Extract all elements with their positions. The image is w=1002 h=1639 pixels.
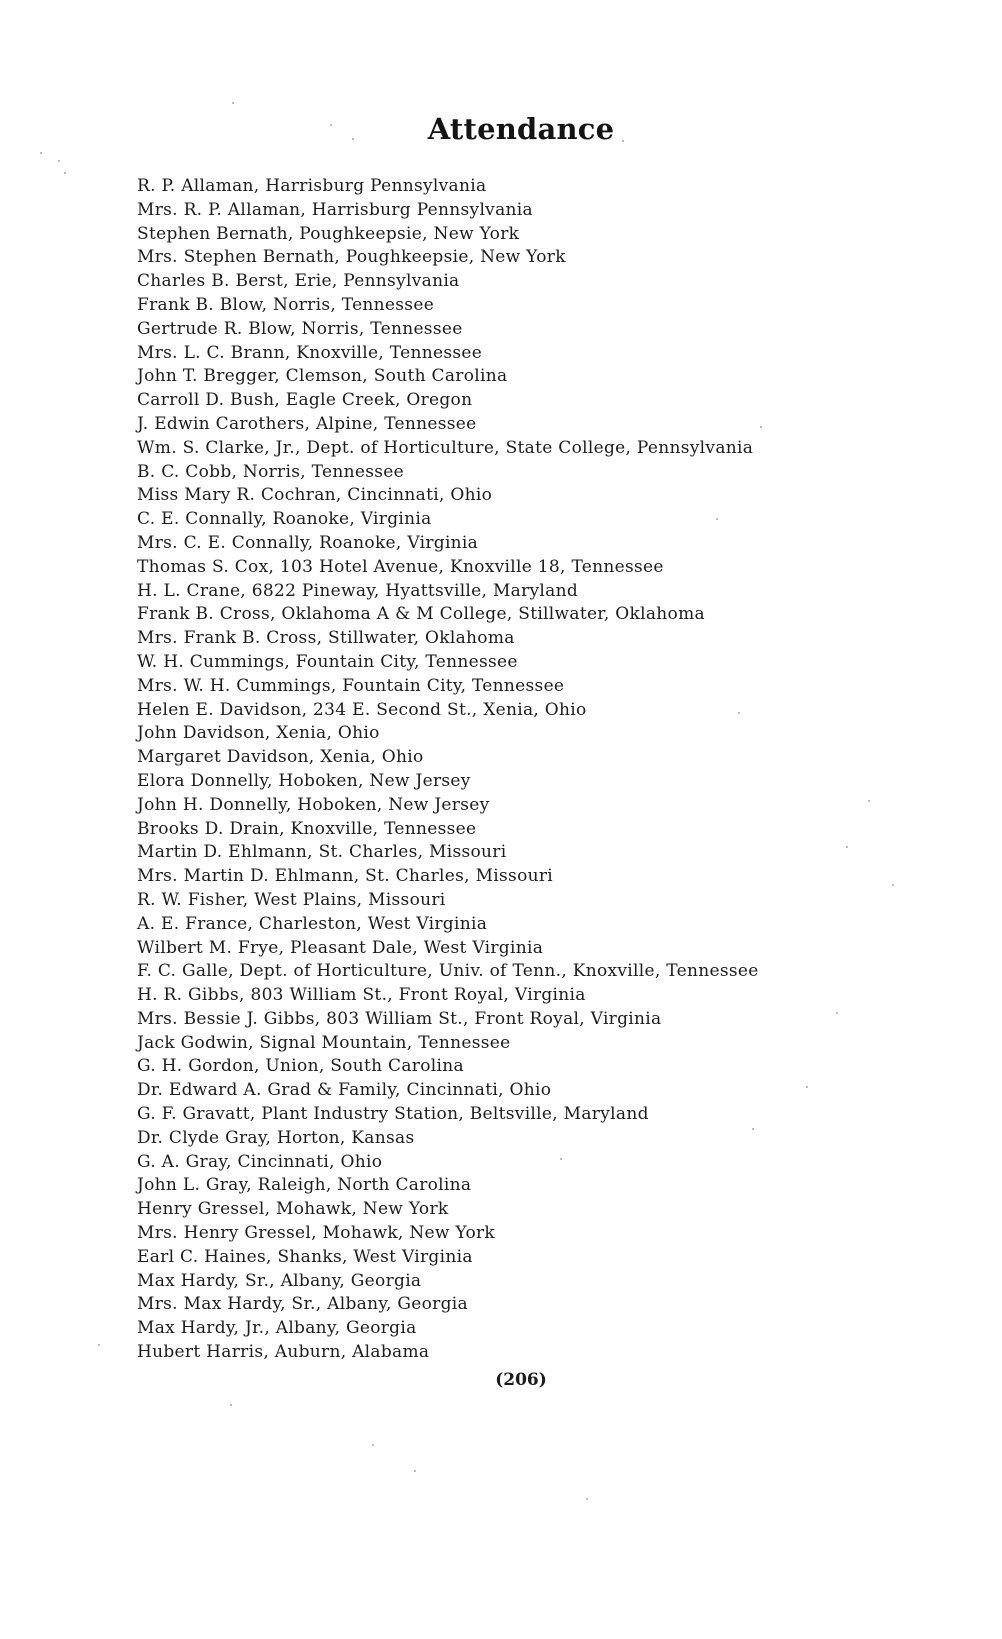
- list-item: Mrs. Stephen Bernath, Poughkeepsie, New York: [137, 247, 566, 268]
- list-item: Hubert Harris, Auburn, Alabama: [137, 1342, 430, 1363]
- list-item: Charles B. Berst, Erie, Pennsylvania: [137, 271, 460, 292]
- list-item: H. L. Crane, 6822 Pineway, Hyattsville, Maryland: [137, 580, 579, 601]
- list-item: G. H. Gordon, Union, South Carolina: [137, 1056, 464, 1077]
- list-item: J. Edwin Carothers, Alpine, Tennessee: [137, 413, 477, 434]
- list-item: Wm. S. Clarke, Jr., Dept. of Horticulture, State College, Pennsylvania: [137, 437, 754, 458]
- list-item: John T. Bregger, Clemson, South Carolina: [137, 366, 508, 387]
- list-item: Mrs. C. E. Connally, Roanoke, Virginia: [137, 532, 479, 553]
- list-item: Brooks D. Drain, Knoxville, Tennessee: [137, 818, 477, 839]
- list-item: Earl C. Haines, Shanks, West Virginia: [137, 1246, 473, 1267]
- list-item: W. H. Cummings, Fountain City, Tennessee: [137, 651, 518, 672]
- list-item: Mrs. Henry Gressel, Mohawk, New York: [137, 1223, 496, 1244]
- list-item: John L. Gray, Raleigh, North Carolina: [137, 1175, 472, 1196]
- list-item: Frank B. Blow, Norris, Tennessee: [137, 294, 435, 315]
- list-item: H. R. Gibbs, 803 William St., Front Royal, Virginia: [137, 985, 586, 1006]
- list-item: Jack Godwin, Signal Mountain, Tennessee: [137, 1032, 511, 1053]
- list-item: Mrs. Max Hardy, Sr., Albany, Georgia: [137, 1294, 468, 1315]
- list-item: R. W. Fisher, West Plains, Missouri: [137, 889, 446, 910]
- attendance-list: [137, 175, 759, 1365]
- list-item: G. F. Gravatt, Plant Industry Station, Beltsville, Maryland: [137, 1104, 649, 1125]
- list-item: Mrs. Martin D. Ehlmann, St. Charles, Missouri: [137, 866, 554, 887]
- list-item: Mrs. Bessie J. Gibbs, 803 William St., Front Royal, Virginia: [137, 1008, 662, 1029]
- list-item: G. A. Gray, Cincinnati, Ohio: [137, 1151, 383, 1172]
- list-item: Martin D. Ehlmann, St. Charles, Missouri: [137, 842, 507, 863]
- list-item: Dr. Clyde Gray, Horton, Kansas: [137, 1127, 415, 1148]
- list-item: Max Hardy, Jr., Albany, Georgia: [137, 1318, 417, 1339]
- list-item: Mrs. L. C. Brann, Knoxville, Tennessee: [137, 342, 483, 363]
- list-item: Helen E. Davidson, 234 E. Second St., Xenia, Ohio: [137, 699, 587, 720]
- list-item: Margaret Davidson, Xenia, Ohio: [137, 747, 424, 768]
- list-item: B. C. Cobb, Norris, Tennessee: [137, 461, 404, 482]
- list-item: Wilbert M. Frye, Pleasant Dale, West Virginia: [137, 937, 544, 958]
- list-item: Mrs. W. H. Cummings, Fountain City, Tennessee: [137, 675, 565, 696]
- list-item: C. E. Connally, Roanoke, Virginia: [137, 509, 432, 530]
- list-item: Stephen Bernath, Poughkeepsie, New York: [137, 223, 520, 244]
- list-item: Henry Gressel, Mohawk, New York: [137, 1199, 449, 1220]
- page-title: Attendance: [427, 112, 615, 146]
- list-item: Mrs. R. P. Allaman, Harrisburg Pennsylvania: [137, 199, 533, 220]
- list-item: Max Hardy, Sr., Albany, Georgia: [137, 1270, 422, 1291]
- list-item: Dr. Edward A. Grad & Family, Cincinnati, Ohio: [137, 1080, 552, 1101]
- list-item: Carroll D. Bush, Eagle Creek, Oregon: [137, 390, 473, 411]
- list-item: F. C. Galle, Dept. of Horticulture, Univ. of Tenn., Knoxville, Tennessee: [137, 961, 759, 982]
- list-item: A. E. France, Charleston, West Virginia: [137, 913, 488, 934]
- list-item: R. P. Allaman, Harrisburg Pennsylvania: [137, 176, 487, 196]
- list-item: John Davidson, Xenia, Ohio: [137, 723, 380, 744]
- list-item: John H. Donnelly, Hoboken, New Jersey: [137, 794, 490, 815]
- page-number: (206): [495, 1370, 547, 1390]
- list-item: Gertrude R. Blow, Norris, Tennessee: [137, 318, 463, 339]
- list-item: Miss Mary R. Cochran, Cincinnati, Ohio: [137, 485, 493, 506]
- list-item: Frank B. Cross, Oklahoma A & M College, Stillwater, Oklahoma: [137, 604, 705, 625]
- list-item: Mrs. Frank B. Cross, Stillwater, Oklahoma: [137, 628, 515, 649]
- list-item: Elora Donnelly, Hoboken, New Jersey: [137, 770, 471, 791]
- list-item: Thomas S. Cox, 103 Hotel Avenue, Knoxville 18, Tennessee: [137, 556, 664, 577]
